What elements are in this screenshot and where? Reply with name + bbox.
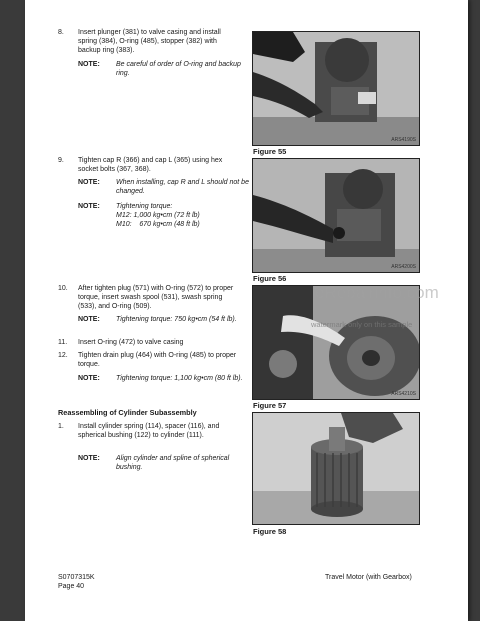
watermark-main: eRepairinfo.com bbox=[315, 283, 439, 302]
footer-page-number: Page 40 bbox=[58, 583, 85, 590]
figure-56-caption: Figure 56 bbox=[253, 274, 287, 283]
footer-doc-code: S0707315K bbox=[58, 574, 95, 581]
figure-58-caption: Figure 58 bbox=[253, 527, 287, 536]
section-heading: Reassembling of Cylinder Subassembly bbox=[58, 408, 197, 417]
figure-56-photo bbox=[252, 158, 420, 273]
footer-title: Travel Motor (with Gearbox) bbox=[325, 574, 412, 581]
figure-57-caption: Figure 57 bbox=[253, 401, 287, 410]
figure-57-code: ARS4210S bbox=[391, 391, 416, 397]
torque-m12: M12: 1,000 kg•cm (72 ft lb) bbox=[116, 212, 200, 219]
figure-55-caption: Figure 55 bbox=[253, 147, 287, 156]
figure-55-code: ARS4190S bbox=[391, 137, 416, 143]
figure-55-photo bbox=[252, 31, 420, 146]
manual-page: 8. Insert plunger (381) to valve casing and install spring (384), O-ring (485), stopper (382) with backup ring (383). NOTE: Be careful of order of O-ring and backup ring. 9. Tighten cap R (366) and cap L (365) using hex socket bolts (367, 368). NOTE: When installing, cap R and L should not be changed. NOTE: Tightening torque: M12: 1,000 kg•cm (72 ft lb) M10: 670 kg•cm (48 ft lb) 10. After tighten plug (571) with O-ring (572) to proper torque, insert swash spool (531), swash spring (533), and O-ring (509). NOTE: Tightening torque: 750 kg•cm (54 ft lb). 11. Insert O-ring (472) to valve casing 12. Tighten drain plug (464) with O-ring (485) to proper torque. NOTE: Tightening torque: 1,100 kg•cm (80 ft lb). Reassembling of Cylinder Subassembly 1. Install cylinder spring (114), spacer (116), and spherical bushing (122) to cylinder (111). NOTE: Align cylinder and spline of spherical bushing. ARS4190S Figure 55 ARS4200S Figure 56 ARS4210S Figure 57 Figure 58 eRepairinfo.com watermark only on this sample S0707315K Page 40 Travel Motor (with Gearbox) bbox=[25, 0, 468, 621]
figure-58-photo bbox=[252, 412, 420, 525]
figure-56-code: ARS4200S bbox=[391, 264, 416, 270]
torque-m10: M10: 670 kg•cm (48 ft lb) bbox=[116, 221, 200, 228]
watermark-sub: watermark only on this sample bbox=[311, 320, 413, 329]
